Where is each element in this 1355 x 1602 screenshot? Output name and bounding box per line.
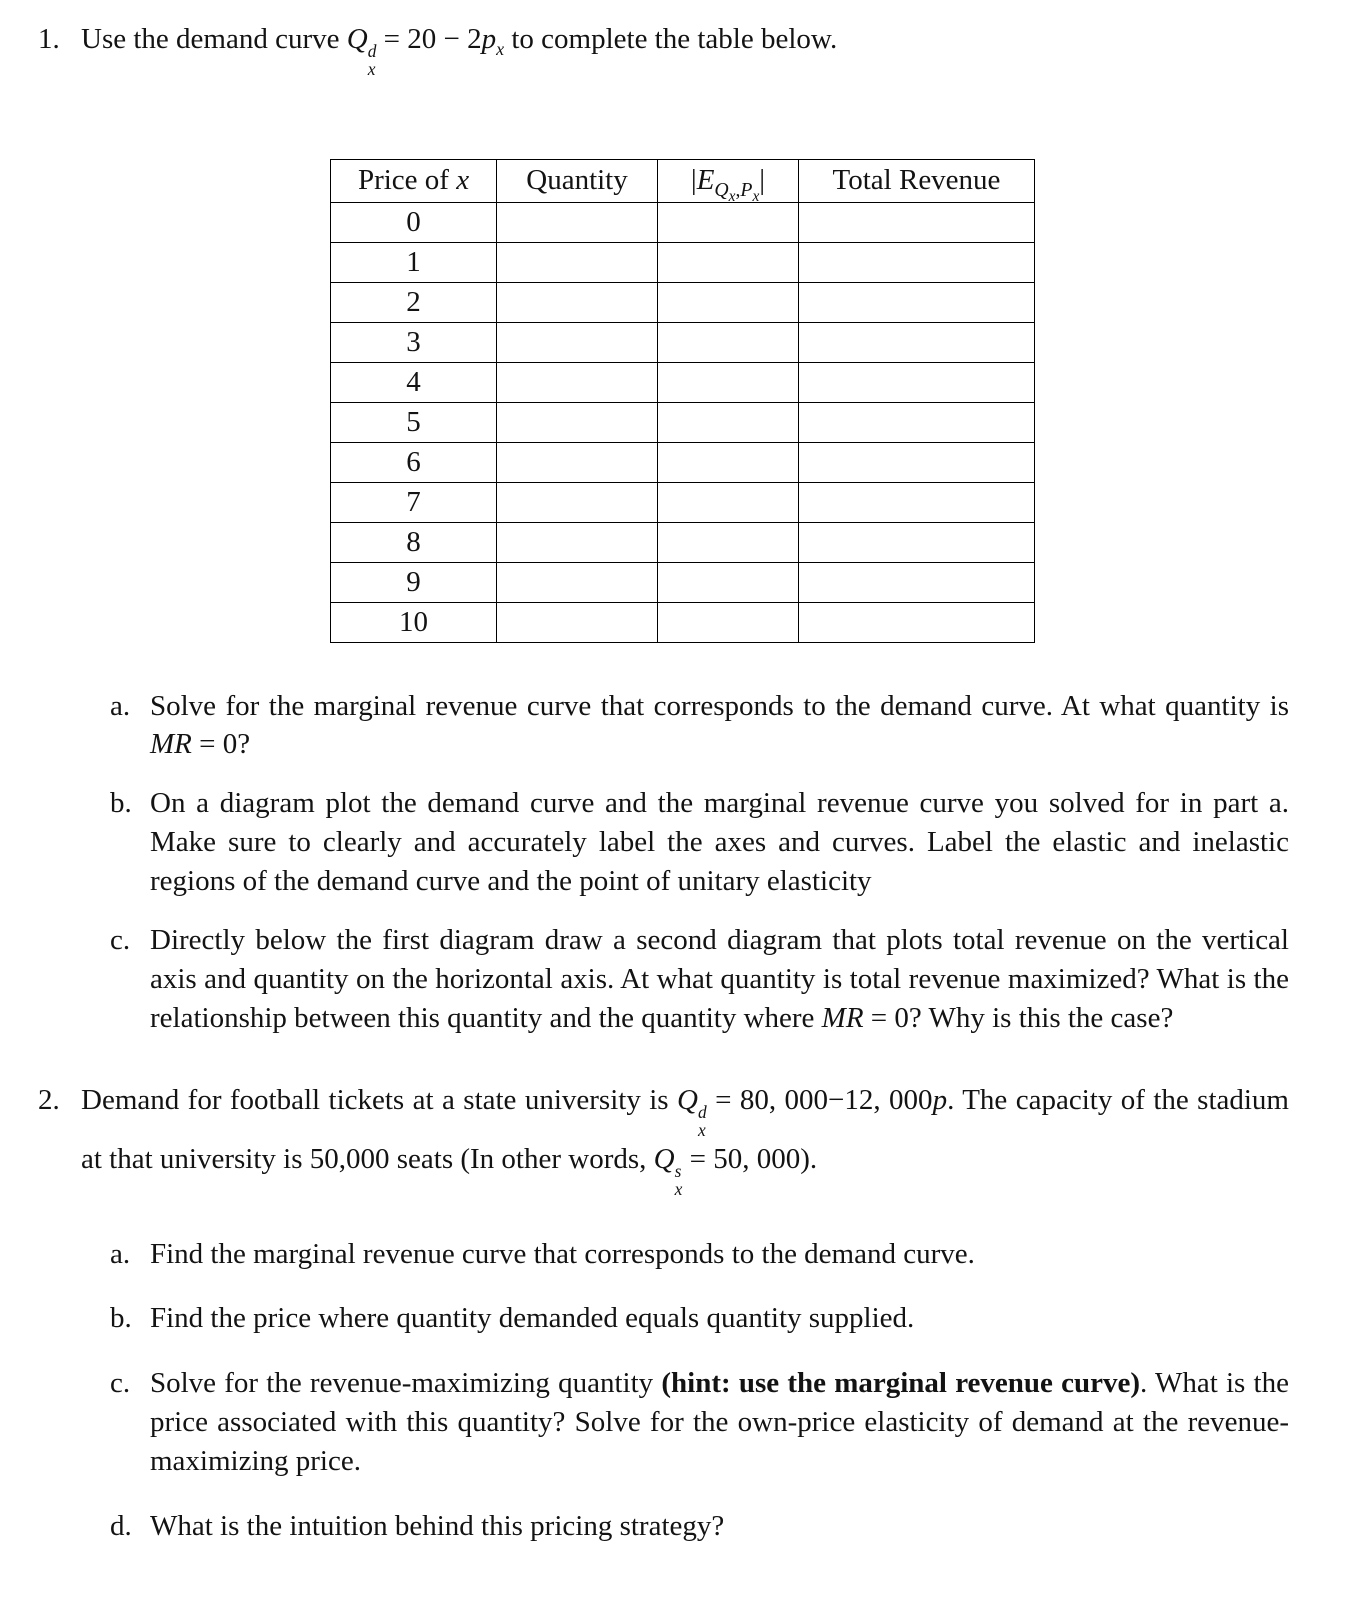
supply-variable: Q bbox=[653, 1142, 675, 1175]
item-2d-marker: d. bbox=[110, 1509, 132, 1542]
intro-text: Use the demand curve bbox=[81, 23, 347, 55]
demand-equation: = 80, 000−12, 000 bbox=[706, 1084, 933, 1117]
item-2a bbox=[110, 1235, 1289, 1274]
item-1c bbox=[110, 921, 1289, 1038]
item-2d bbox=[110, 1507, 1289, 1546]
table-row bbox=[331, 442, 1035, 482]
elasticity-header: $|E_{Q_x,P_x}|$ bbox=[658, 159, 799, 202]
elasticity-cell bbox=[658, 322, 799, 362]
mr-variable: MR bbox=[150, 728, 192, 761]
quantity-cell bbox=[497, 322, 658, 362]
table-row bbox=[331, 282, 1035, 322]
quantity-cell bbox=[497, 522, 658, 562]
revenue-header: Total Revenue bbox=[799, 159, 1035, 202]
demand-table bbox=[330, 159, 1035, 643]
elasticity-cell bbox=[658, 282, 799, 322]
price-variable: p bbox=[481, 23, 497, 55]
table-header-row bbox=[331, 159, 1035, 202]
supply-equation: = 50, 000). bbox=[682, 1142, 818, 1175]
item-2b-marker: b. bbox=[110, 1302, 132, 1335]
item-1b-text: On a diagram plot the demand curve and the marginal revenue curve you solved for in part a. Make sure to clearly and accurately label the axes and curves. Label the elastic and inelastic regions of the demand curve and the point of unitary elasticity bbox=[150, 787, 1289, 897]
item-1b bbox=[110, 784, 1289, 901]
question-2 bbox=[38, 1081, 1289, 1545]
elasticity-cell bbox=[658, 522, 799, 562]
price-variable: p bbox=[932, 1084, 948, 1117]
revenue-cell bbox=[799, 562, 1035, 602]
item-1c-text: Directly below the first diagram draw a second diagram that plots total revenue on the vertical axis and quantity on the horizontal axis. At what quantity is total revenue maximized? What is the relationship between this quantity and the quantity where MR = 0? Why is this the case? bbox=[150, 923, 1289, 1034]
elasticity-cell bbox=[658, 202, 799, 242]
elasticity-cell bbox=[658, 402, 799, 442]
revenue-cell bbox=[799, 282, 1035, 322]
revenue-cell bbox=[799, 322, 1035, 362]
table-row bbox=[331, 562, 1035, 602]
item-1b-marker: b. bbox=[110, 787, 132, 820]
quantity-cell bbox=[497, 202, 658, 242]
item-1a-marker: a. bbox=[110, 689, 131, 722]
question-1-items bbox=[110, 687, 1289, 1038]
elasticity-cell bbox=[658, 362, 799, 402]
supply-variable-supsub: s x bbox=[674, 1161, 683, 1199]
price-cell: 9 bbox=[331, 562, 497, 602]
item-2c-marker: c. bbox=[110, 1367, 131, 1400]
hint-bold-text: (hint: use the marginal revenue curve) bbox=[661, 1367, 1141, 1400]
item-2a-marker: a. bbox=[110, 1237, 131, 1270]
demand-table-head bbox=[331, 159, 1035, 205]
revenue-cell bbox=[799, 602, 1035, 642]
quantity-cell bbox=[497, 562, 658, 602]
quantity-header: Quantity bbox=[497, 159, 658, 202]
table-row bbox=[331, 522, 1035, 562]
table-row bbox=[331, 202, 1035, 242]
quantity-cell bbox=[497, 242, 658, 282]
price-variable-subscript: x bbox=[496, 38, 505, 59]
quantity-cell bbox=[497, 282, 658, 322]
quantity-cell bbox=[497, 482, 658, 522]
elasticity-cell bbox=[658, 562, 799, 602]
price-cell: 3 bbox=[331, 322, 497, 362]
table-row bbox=[331, 482, 1035, 522]
table-row bbox=[331, 402, 1035, 442]
table-row bbox=[331, 322, 1035, 362]
question-1-heading bbox=[38, 20, 1289, 79]
quantity-cell bbox=[497, 402, 658, 442]
revenue-cell bbox=[799, 482, 1035, 522]
quantity-cell bbox=[497, 362, 658, 402]
item-2a-text: Find the marginal revenue curve that corresponds to the demand curve. bbox=[150, 1237, 975, 1270]
revenue-cell bbox=[799, 362, 1035, 402]
price-cell: 7 bbox=[331, 482, 497, 522]
elasticity-cell bbox=[658, 442, 799, 482]
table-row bbox=[331, 362, 1035, 402]
intro-text-end: to complete the table below. bbox=[504, 23, 838, 55]
demand-table-body bbox=[331, 202, 1035, 642]
price-cell: 0 bbox=[331, 202, 497, 242]
revenue-cell bbox=[799, 402, 1035, 442]
price-cell: 10 bbox=[331, 602, 497, 642]
revenue-cell bbox=[799, 242, 1035, 282]
revenue-cell bbox=[799, 522, 1035, 562]
price-cell: 4 bbox=[331, 362, 497, 402]
item-1c-marker: c. bbox=[110, 923, 131, 956]
question-1-number: 1. bbox=[38, 23, 60, 55]
demand-curve-supsub: d x bbox=[367, 41, 377, 79]
question-2-items bbox=[110, 1235, 1289, 1546]
quantity-cell bbox=[497, 602, 658, 642]
table-row bbox=[331, 602, 1035, 642]
intro-text: Demand for football tickets at a state university is bbox=[81, 1084, 678, 1117]
question-2-heading bbox=[38, 1081, 1289, 1198]
price-cell: 5 bbox=[331, 402, 497, 442]
price-header: Price of x bbox=[331, 159, 497, 202]
elasticity-cell bbox=[658, 602, 799, 642]
demand-variable-supsub: d x bbox=[697, 1102, 707, 1141]
item-2b-text: Find the price where quantity demanded equals quantity supplied. bbox=[150, 1302, 915, 1335]
question-1-intro bbox=[81, 20, 1289, 79]
question-2-intro bbox=[81, 1081, 1289, 1198]
revenue-cell bbox=[799, 202, 1035, 242]
question-1 bbox=[38, 20, 1289, 1037]
item-1a bbox=[110, 687, 1289, 765]
mr-variable: MR bbox=[821, 1001, 864, 1034]
question-2-number: 2. bbox=[38, 1084, 60, 1117]
price-cell: 1 bbox=[331, 242, 497, 282]
elasticity-cell bbox=[658, 242, 799, 282]
item-2d-text: What is the intuition behind this pricing strategy? bbox=[150, 1509, 725, 1542]
item-1a-text: Solve for the marginal revenue curve that corresponds to the demand curve. At what quantity is MR = 0? bbox=[150, 689, 1289, 761]
price-cell: 8 bbox=[331, 522, 497, 562]
price-cell: 2 bbox=[331, 282, 497, 322]
quantity-cell bbox=[497, 442, 658, 482]
table-row bbox=[331, 242, 1035, 282]
demand-curve-variable: Q bbox=[346, 23, 368, 55]
item-2c-text: Solve for the revenue-maximizing quantity (hint: use the marginal revenue curve). What is the price associated with this quantity? Solve for the own-price elasticity of demand at the revenue-maximizing price. bbox=[150, 1367, 1289, 1477]
demand-variable: Q bbox=[677, 1084, 698, 1117]
demand-curve-equation: = 20 − 2 bbox=[376, 23, 482, 55]
intro-text-mid: . The capacity of the stadium at that university is 50,000 seats (In other words, bbox=[81, 1084, 1289, 1175]
revenue-cell bbox=[799, 442, 1035, 482]
item-2c bbox=[110, 1364, 1289, 1481]
price-cell: 6 bbox=[331, 442, 497, 482]
elasticity-cell bbox=[658, 482, 799, 522]
item-2b bbox=[110, 1299, 1289, 1338]
